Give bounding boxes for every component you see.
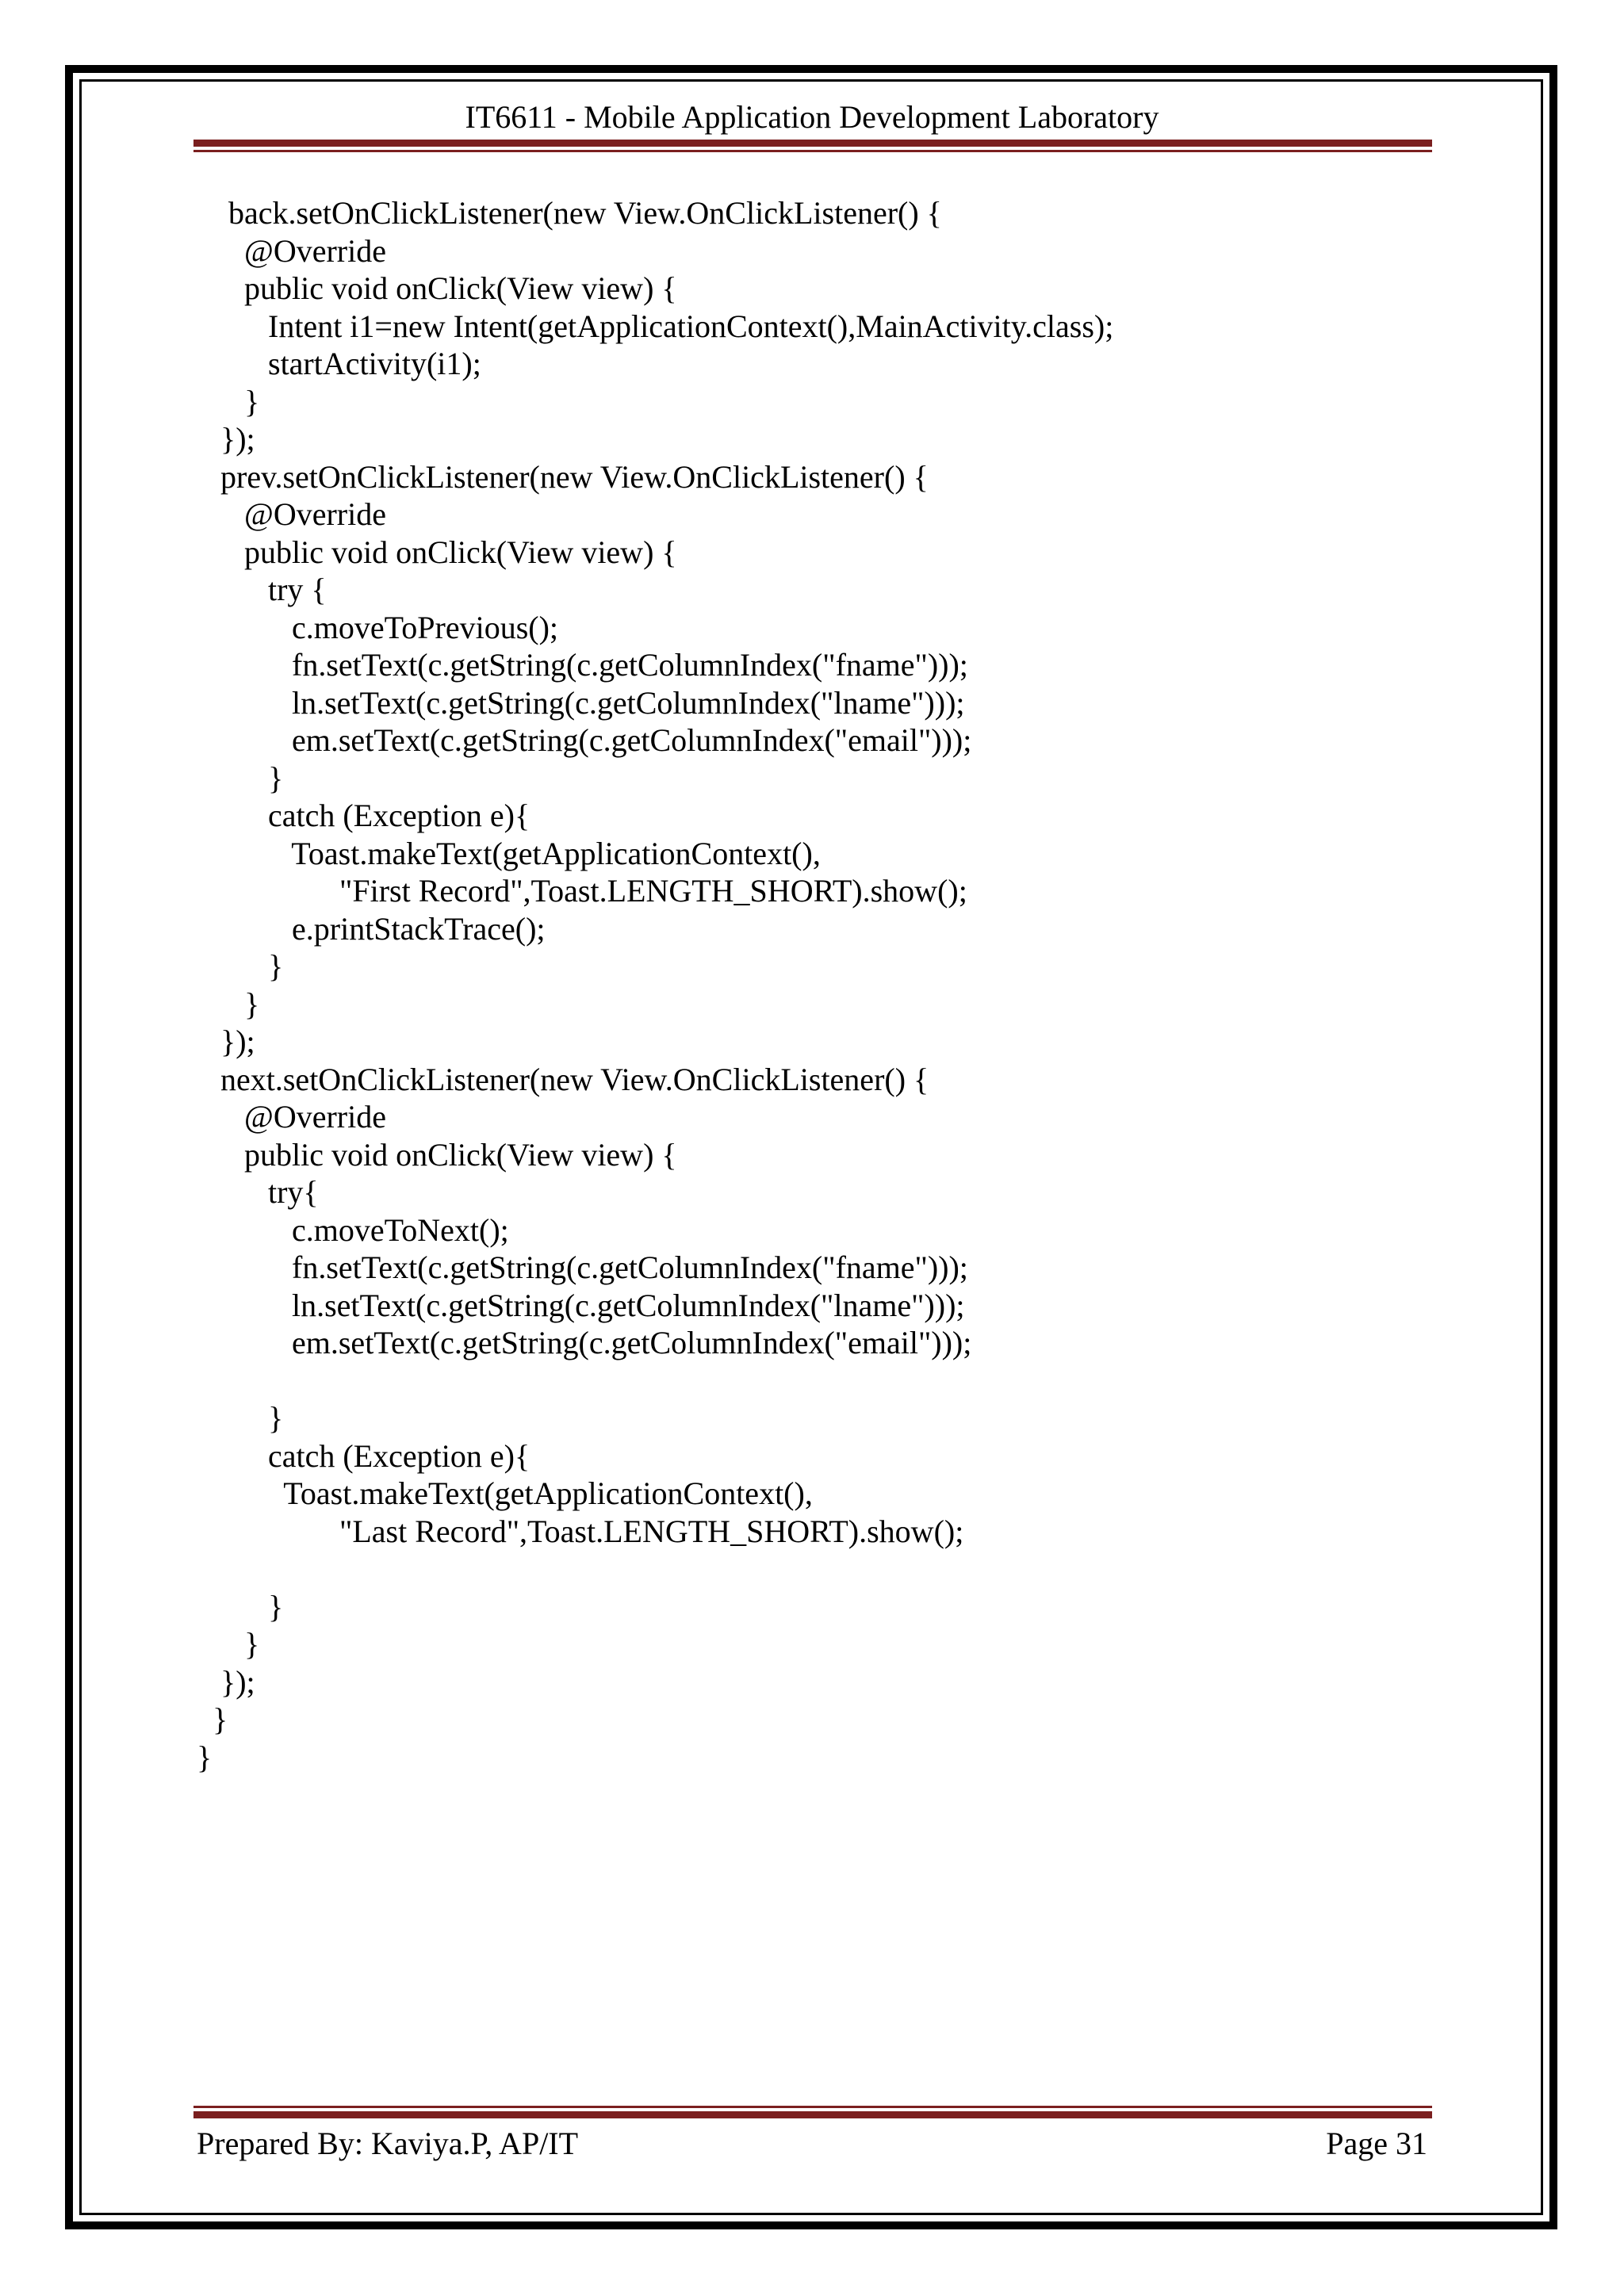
code-line: Toast.makeText(getApplicationContext(), [197, 1475, 813, 1511]
code-line: } [197, 1701, 228, 1737]
code-line: catch (Exception e){ [197, 1437, 530, 1474]
code-line: Toast.makeText(getApplicationContext(), [197, 835, 821, 871]
code-line: } [197, 760, 284, 796]
footer-page-number: Page 31 [1326, 2126, 1427, 2161]
code-line: } [197, 1400, 284, 1436]
code-line [197, 1362, 1434, 1400]
code-line: try{ [197, 1174, 319, 1210]
code-line: @Override [197, 232, 386, 269]
code-line: prev.setOnClickListener(new View.OnClickListener() { [197, 458, 929, 495]
header-divider-thick-line [193, 140, 1432, 147]
code-line: "Last Record",Toast.LENGTH_SHORT).show(); [197, 1513, 964, 1549]
code-line: }); [197, 421, 255, 457]
code-line: }); [197, 1663, 255, 1700]
footer-divider [193, 2106, 1432, 2118]
code-line: em.setText(c.getString(c.getColumnIndex("email"))); [197, 722, 972, 758]
footer-divider-thick-line [193, 2111, 1432, 2118]
code-line: c.moveToNext(); [197, 1211, 509, 1248]
code-line: } [197, 1588, 284, 1624]
code-line: public void onClick(View view) { [197, 270, 677, 306]
code-line: Intent i1=new Intent(getApplicationContext(),MainActivity.class); [197, 308, 1114, 344]
code-line [197, 1550, 1434, 1588]
header-divider-thin-line [193, 150, 1432, 152]
code-line: next.setOnClickListener(new View.OnClickListener() { [197, 1061, 929, 1097]
code-line: public void onClick(View view) { [197, 534, 677, 570]
code-line: try { [197, 572, 327, 607]
code-line: catch (Exception e){ [197, 798, 530, 833]
code-line: fn.setText(c.getString(c.getColumnIndex("fname"))); [197, 1249, 968, 1285]
code-line: } [197, 383, 260, 419]
footer-prepared-by: Prepared By: Kaviya.P, AP/IT [197, 2126, 579, 2161]
code-line: e.printStackTrace(); [197, 910, 546, 947]
code-line: }); [197, 1024, 255, 1059]
code-line: fn.setText(c.getString(c.getColumnIndex("fname"))); [197, 647, 968, 683]
code-line: } [197, 1626, 260, 1662]
page-header-title: IT6611 - Mobile Application Development Laboratory [465, 99, 1159, 135]
code-line: back.setOnClickListener(new View.OnClickListener() { [197, 195, 942, 231]
code-listing [197, 194, 1434, 1776]
header-divider [193, 140, 1432, 152]
code-line: startActivity(i1); [197, 346, 481, 381]
code-line: } [197, 1739, 213, 1775]
code-line: public void onClick(View view) { [197, 1136, 677, 1173]
code-line: "First Record",Toast.LENGTH_SHORT).show(); [197, 873, 967, 909]
code-line: ln.setText(c.getString(c.getColumnIndex("lname"))); [197, 1287, 965, 1323]
code-line: em.setText(c.getString(c.getColumnIndex("email"))); [197, 1325, 972, 1360]
code-line: } [197, 985, 260, 1022]
code-line: c.moveToPrevious(); [197, 609, 559, 645]
code-line: @Override [197, 1099, 386, 1135]
code-line: ln.setText(c.getString(c.getColumnIndex("lname"))); [197, 684, 965, 721]
code-line: @Override [197, 496, 386, 532]
code-line: } [197, 948, 284, 984]
